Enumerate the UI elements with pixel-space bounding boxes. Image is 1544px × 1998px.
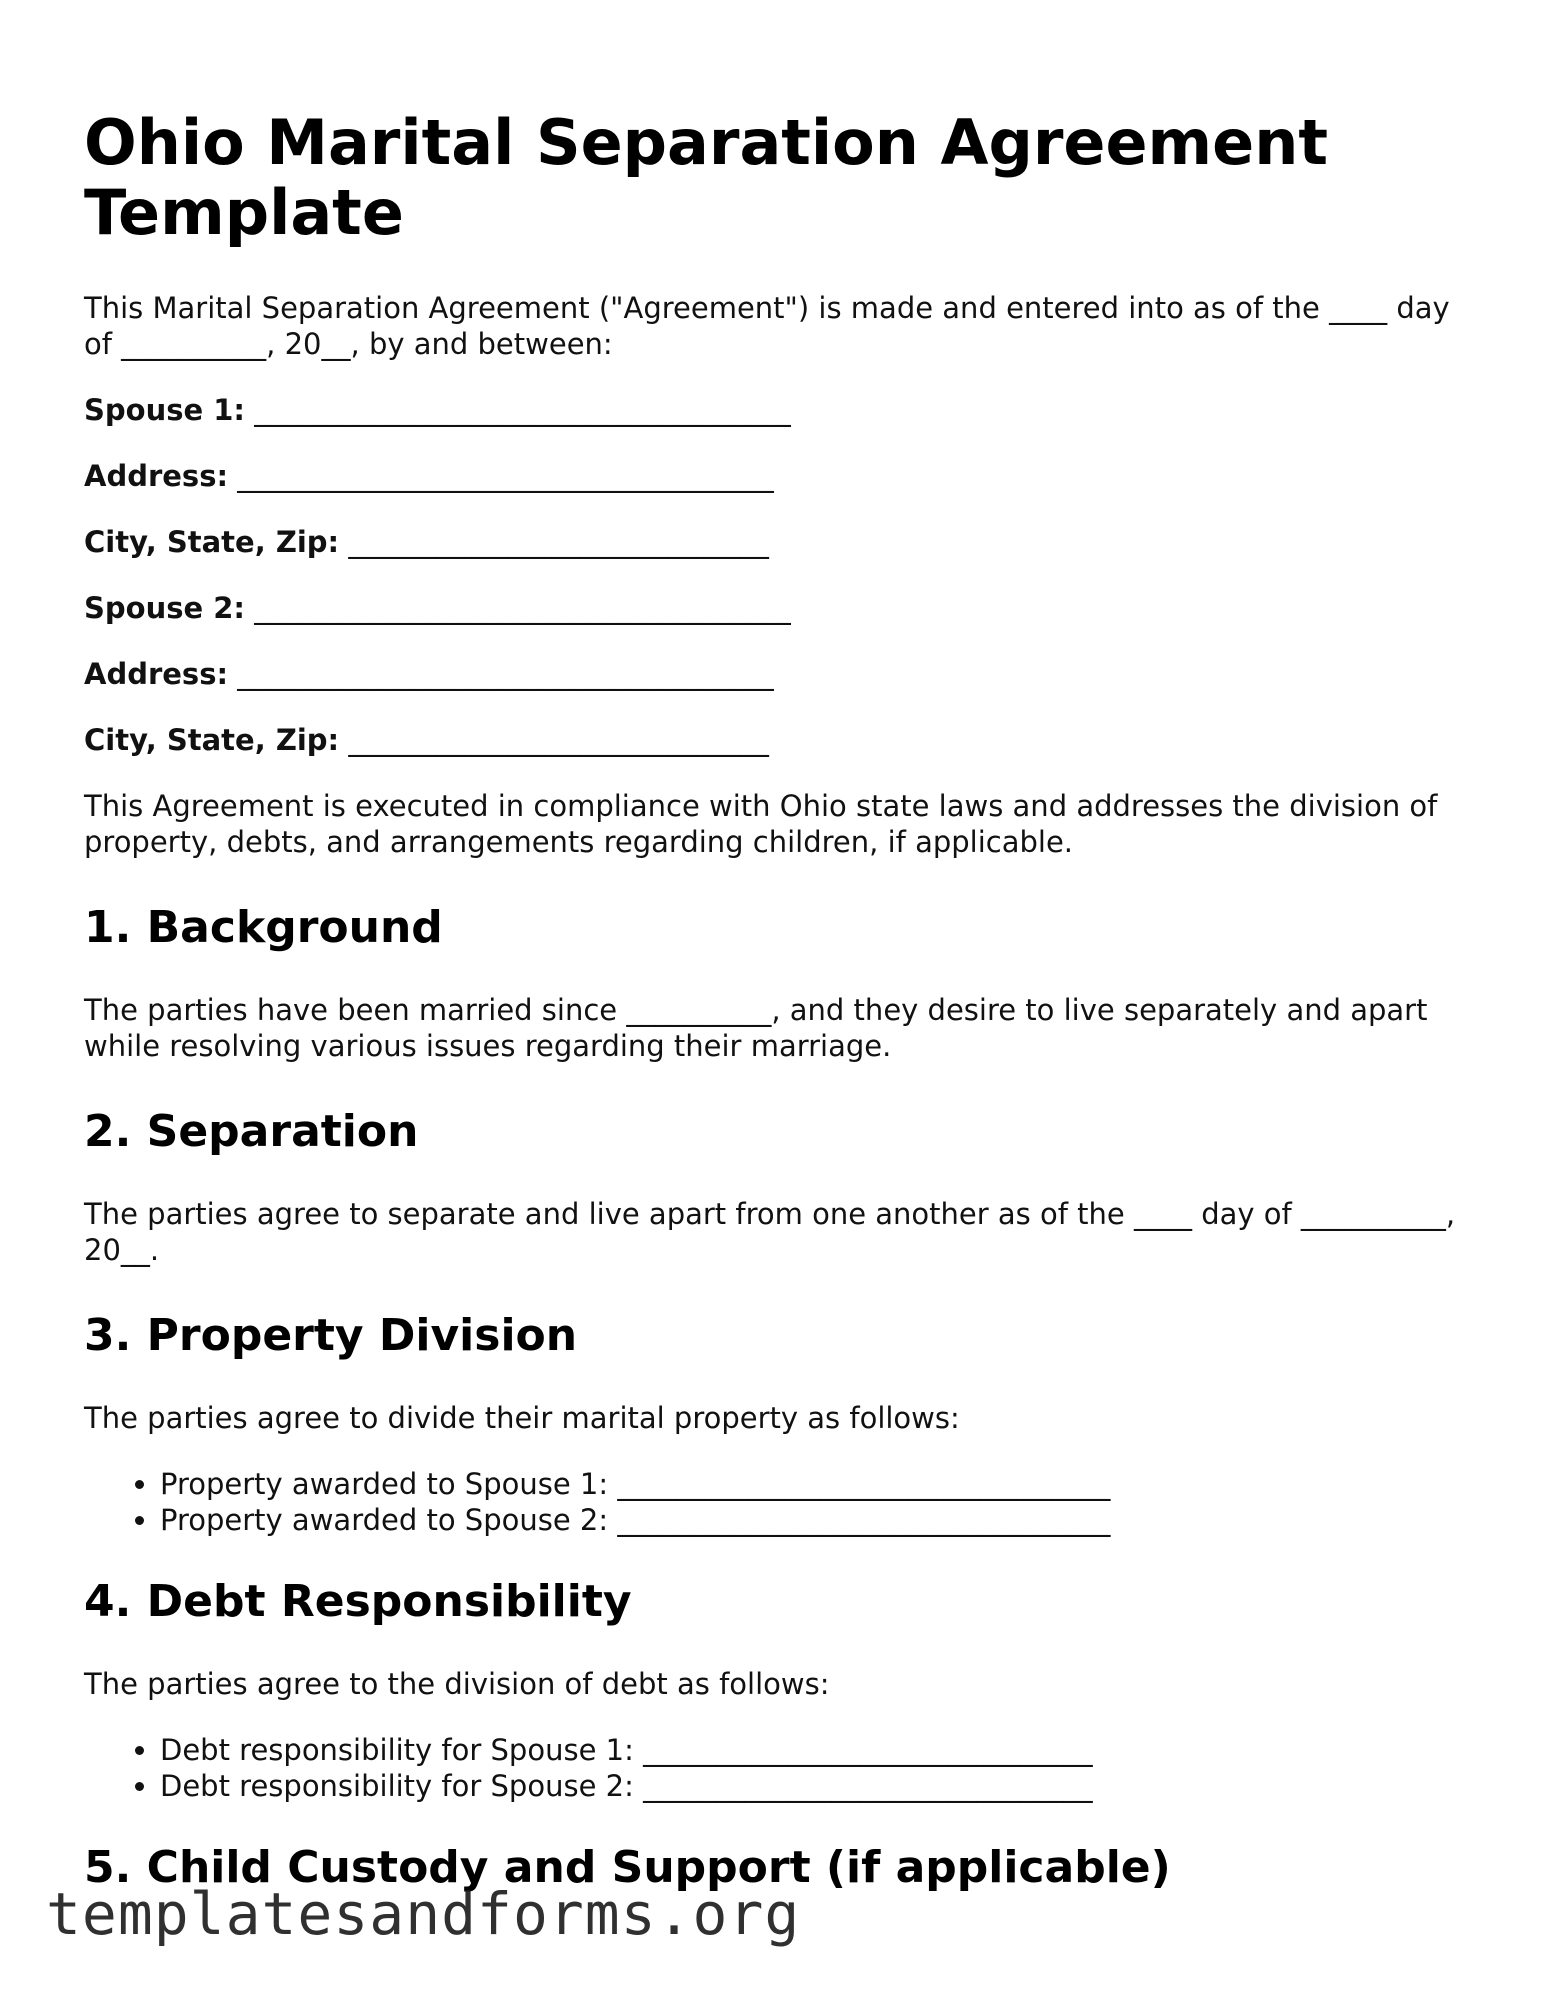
spouse2-name-field (84, 590, 1464, 626)
section-heading-separation: 2. Separation (84, 1106, 419, 1157)
spouse2-city-state-zip-field (84, 722, 1464, 758)
property-paragraph: The parties agree to divide their marital property as follows: (84, 1401, 960, 1435)
list-item: • Property awarded to Spouse 2: __________________________________ (160, 1502, 1464, 1538)
field-blank: _____________________________________ (237, 459, 774, 493)
property-list (84, 1466, 1464, 1538)
field-label: City, State, Zip: (84, 525, 340, 559)
compliance-paragraph: This Agreement is executed in compliance with Ohio state laws and addresses the division of property, debts, and arrangements regarding children, if applicable. (84, 789, 1438, 859)
field-label: Spouse 1: (84, 393, 246, 427)
spouse1-city-state-zip-field (84, 524, 1464, 560)
document-title: Ohio Marital Separation Agreement Template (84, 106, 1328, 249)
spouse1-address-field (84, 458, 1464, 494)
section-heading-background: 1. Background (84, 902, 443, 953)
field-label: Address: (84, 657, 229, 691)
spouse1-name-field (84, 392, 1464, 428)
field-blank: _____________________________________ (254, 591, 791, 625)
list-item: • Property awarded to Spouse 1: __________________________________ (160, 1466, 1464, 1502)
field-label: City, State, Zip: (84, 723, 340, 757)
separation-paragraph: The parties agree to separate and live apart from one another as of the ____ day of __________, 20__. (84, 1197, 1456, 1267)
watermark-text: templatesandforms.org (46, 1880, 801, 1948)
field-blank: _____________________________________ (254, 393, 791, 427)
debt-list (84, 1732, 1464, 1804)
spouse2-address-field (84, 656, 1464, 692)
field-label: Address: (84, 459, 229, 493)
document-page (84, 108, 1464, 1932)
field-blank: _____________________________ (348, 525, 769, 559)
list-item: • Debt responsibility for Spouse 2: _______________________________ (160, 1768, 1464, 1804)
section-heading-property-division: 3. Property Division (84, 1310, 578, 1361)
debt-paragraph: The parties agree to the division of debt as follows: (84, 1667, 830, 1701)
background-paragraph: The parties have been married since __________, and they desire to live separately and apart while resolving various issues regarding their marriage. (84, 993, 1428, 1063)
list-item: • Debt responsibility for Spouse 1: _______________________________ (160, 1732, 1464, 1768)
field-blank: _____________________________________ (237, 657, 774, 691)
intro-paragraph: This Marital Separation Agreement ("Agreement") is made and entered into as of the ____ day of __________, 20__, by and between: (84, 291, 1450, 361)
field-blank: _____________________________ (348, 723, 769, 757)
section-heading-child-custody: 5. Child Custody and Support (if applicable) (84, 1842, 1171, 1893)
section-heading-debt-responsibility: 4. Debt Responsibility (84, 1576, 632, 1627)
field-label: Spouse 2: (84, 591, 246, 625)
